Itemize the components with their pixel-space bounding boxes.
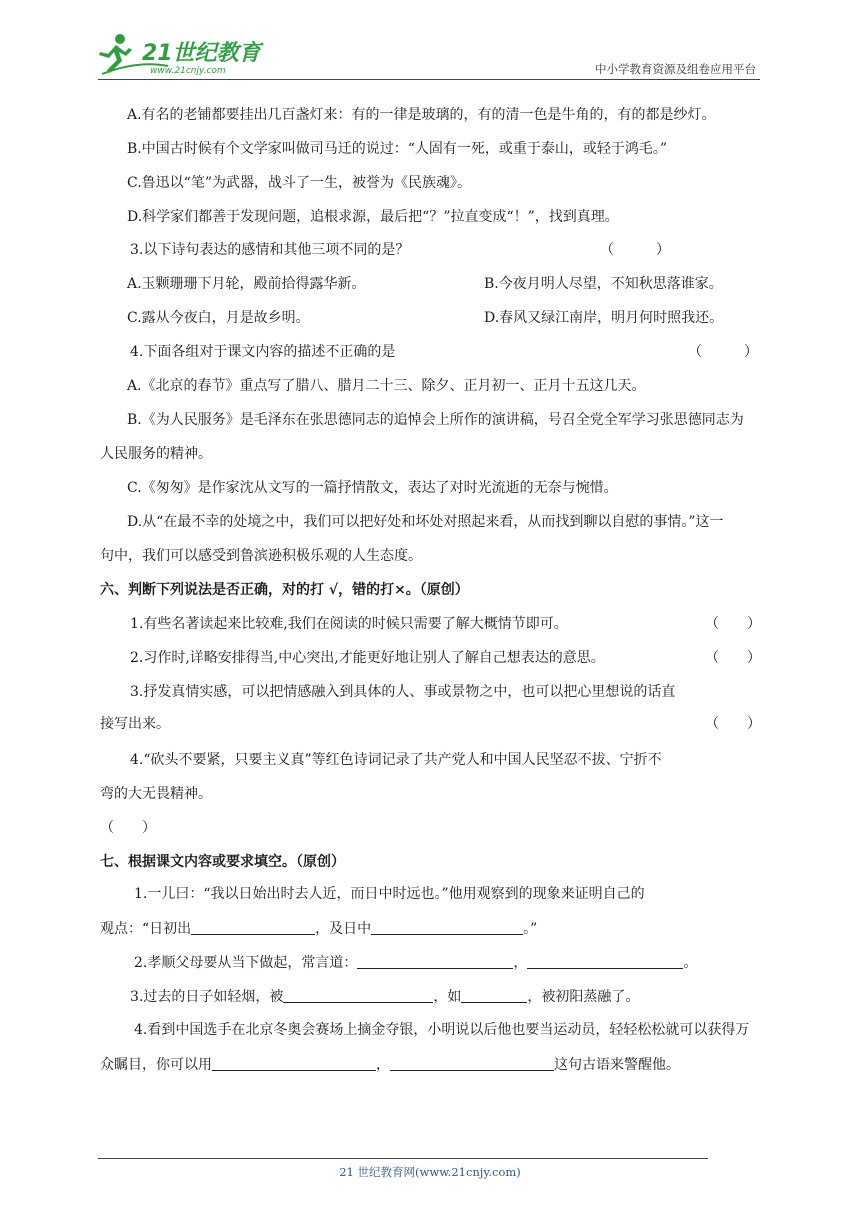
q4-option-a: A.《北京的春节》重点写了腊八、腊月二十三、除夕、正月初一、正月十五这几天。 [127, 378, 646, 394]
section-7-title: 七、根据课文内容或要求填空。（原创） [100, 854, 345, 870]
s7-item-2-blank-1[interactable] [357, 952, 513, 969]
q3-option-c: C.露从今夜白，月是故乡明。 [127, 310, 310, 326]
s7-item-1-blank-1[interactable] [191, 918, 315, 935]
s7-item-3-end: ，被初阳蒸融了。 [527, 989, 640, 1005]
s6-item-1: 1.有些名著读起来比较难,我们在阅读的时候只需要了解大概情节即可。 [130, 616, 568, 632]
q2-option-c: C.鲁迅以“笔”为武器，战斗了一生，被誉为《民族魂》。 [127, 175, 471, 191]
s7-item-1-line2 [100, 918, 537, 939]
q2-option-d: D.科学家们都善于发现问题，追根求源，最后把“？”拉直变成“！”，找到真理。 [127, 209, 619, 225]
page-header [98, 30, 756, 80]
q3-option-b: B.今夜月明人尽望，不知秋思落谁家。 [484, 276, 723, 292]
q3-stem: 3.以下诗句表达的感情和其他三项不同的是？ [130, 242, 410, 258]
q3-option-d: D.春风又绿江南岸，明月何时照我还。 [484, 310, 724, 326]
q2-option-a: A.有名的老铺都要挂出几百盏灯来：有的一律是玻璃的，有的清一色是牛角的，有的都是纱灯。 [127, 107, 716, 123]
s6-item-1-paren[interactable]: （ ） [705, 616, 761, 632]
s7-item-3-blank-2[interactable] [461, 986, 527, 1003]
s7-item-1-prefix: 观点：“日初出 [100, 921, 192, 937]
s7-item-4-blank-1[interactable] [212, 1054, 376, 1071]
s7-item-1-end: 。” [523, 921, 538, 937]
section-6-title: 六、判断下列说法是否正确，对的打 √，错的打×。（原创） [100, 582, 469, 598]
logo-sub-text: www.21cnjy.com [150, 66, 226, 76]
s7-item-2-blank-2[interactable] [527, 952, 683, 969]
q4-answer-paren[interactable]: （ ） [688, 344, 758, 360]
s6-item-3-line1: 3.抒发真情实感，可以把情感融入到具体的人、事或景物之中，也可以把心里想说的话直 [130, 684, 676, 700]
header-rule [98, 79, 760, 80]
site-logo [98, 30, 268, 76]
s7-item-4-line1: 4.看到中国选手在北京冬奥会赛场上摘金夺银，小明说以后他也要当运动员，轻轻松松就可以获得万 [134, 1022, 750, 1038]
s7-item-4-blank-2[interactable] [390, 1054, 554, 1071]
s6-item-2: 2.习作时,详略安排得当,中心突出,才能更好地让别人了解自己想表达的意思。 [130, 650, 605, 666]
q2-option-b: B.中国古时候有个文学家叫做司马迁的说过：“人固有一死，或重于泰山，或轻于鸿毛。” [127, 141, 668, 157]
s6-item-4-paren[interactable]: （ ） [100, 820, 156, 836]
s7-item-3 [130, 986, 639, 1007]
s7-item-2 [134, 952, 697, 973]
s7-item-2-prefix: 2.孝顺父母要从当下做起，常言道： [134, 955, 358, 971]
platform-name: 中小学教育资源及组卷应用平台 [595, 62, 756, 76]
s7-item-3-mid: ，如 [433, 989, 462, 1005]
q4-option-d-line1: D.从“在最不幸的处境之中，我们可以把好处和坏处对照起来看，从而找到聊以自慰的事情。”这一 [127, 514, 724, 530]
s7-item-4-end: 这句古语来警醒他。 [554, 1057, 680, 1073]
s7-item-2-end: 。 [683, 955, 698, 971]
s7-item-4-prefix: 众瞩目，你可以用 [100, 1057, 212, 1073]
s6-item-3-line2: 接写出来。 [100, 716, 170, 732]
s6-item-2-paren[interactable]: （ ） [705, 650, 761, 666]
s6-item-3-paren[interactable]: （ ） [705, 716, 761, 732]
q4-stem: 4.下面各组对于课文内容的描述不正确的是 [130, 344, 396, 360]
s6-item-4-line2: 弯的大无畏精神。 [100, 786, 212, 802]
s7-item-4-mid: ， [376, 1057, 390, 1073]
s6-item-4-line1: 4.“砍头不要紧，只要主义真”等红色诗词记录了共产党人和中国人民坚忍不拔、宁折不 [130, 752, 662, 768]
s7-item-1-mid: ，及日中 [315, 921, 372, 937]
logo-main-text: 21世纪教育 [142, 41, 261, 66]
q4-option-b-line1: B.《为人民服务》是毛泽东在张思德同志的追悼会上所作的演讲稿，号召全党全军学习张思德同志为 [127, 412, 744, 428]
s7-item-1-line1: 1.一儿曰：“我以日始出时去人近，而日中时远也。”他用观察到的现象来证明自己的 [134, 886, 645, 902]
footer-link[interactable]: 21 世纪教育网(www.21cnjy.com) [339, 1165, 521, 1179]
q4-option-c: C.《匆匆》是作家沈从文写的一篇抒情散文，表达了对时光流逝的无奈与惋惜。 [127, 480, 618, 496]
s7-item-3-prefix: 3.过去的日子如轻烟，被 [130, 989, 284, 1005]
s7-item-4-line2 [100, 1054, 680, 1075]
footer-rule [98, 1158, 708, 1159]
runner-logo-icon [98, 30, 268, 76]
s7-item-2-mid: ， [513, 955, 528, 971]
s7-item-1-blank-2[interactable] [371, 918, 523, 935]
s7-item-3-blank-1[interactable] [283, 986, 433, 1003]
q4-option-d-line2: 句中，我们可以感受到鲁滨逊积极乐观的人生态度。 [100, 548, 422, 564]
q3-answer-paren[interactable]: （ ） [600, 242, 670, 258]
q4-option-b-line2: 人民服务的精神。 [100, 446, 212, 462]
q3-option-a: A.玉颗珊珊下月轮，殿前拾得露华新。 [127, 276, 366, 292]
